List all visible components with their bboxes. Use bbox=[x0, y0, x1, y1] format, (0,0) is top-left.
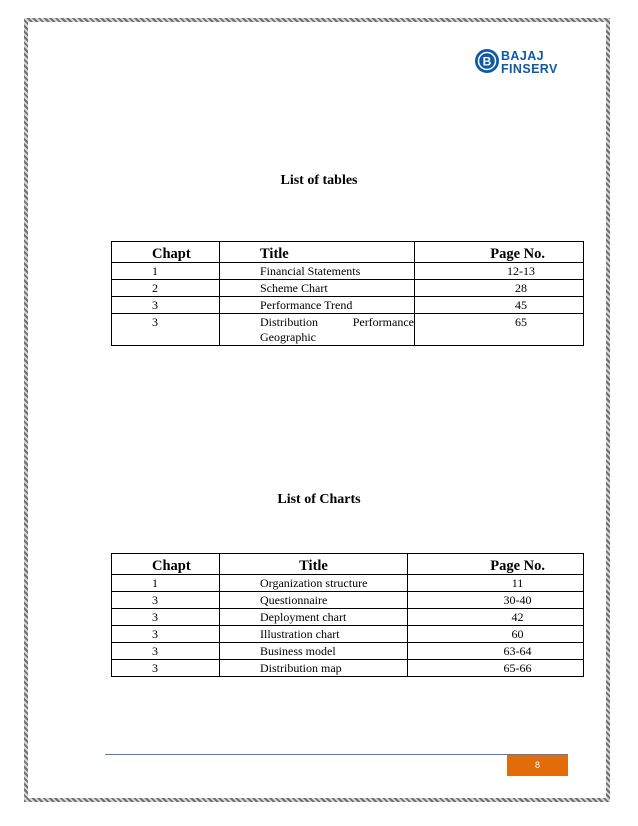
table-header-row bbox=[112, 554, 584, 575]
header-title: Title bbox=[220, 554, 408, 575]
row-chapt: 1 bbox=[112, 575, 220, 592]
row-title: Illustration chart bbox=[220, 626, 408, 643]
header-chapt: Chapt bbox=[112, 554, 220, 575]
row-chapt: 3 bbox=[112, 626, 220, 643]
row-chapt: 3 bbox=[112, 643, 220, 660]
row-title: Deployment chart bbox=[220, 609, 408, 626]
logo-line-2: FINSERV bbox=[501, 61, 558, 76]
table-row bbox=[112, 314, 584, 346]
table-row bbox=[112, 297, 584, 314]
table-row bbox=[112, 609, 584, 626]
bajaj-finserv-logo bbox=[474, 48, 566, 78]
row-page: 28 bbox=[415, 280, 584, 297]
logo-wordmark bbox=[501, 50, 558, 75]
table-row bbox=[112, 592, 584, 609]
logo-line-1: BAJAJ bbox=[501, 49, 544, 63]
row-chapt: 3 bbox=[112, 609, 220, 626]
row-title: Questionnaire bbox=[220, 592, 408, 609]
row-page: 11 bbox=[408, 575, 584, 592]
row-page: 42 bbox=[408, 609, 584, 626]
list-of-charts bbox=[111, 553, 584, 677]
row-page: 45 bbox=[415, 297, 584, 314]
row-title-line-1: Distribution Performance bbox=[260, 315, 414, 329]
table-row bbox=[112, 626, 584, 643]
row-title: Financial Statements bbox=[220, 263, 415, 280]
row-chapt: 3 bbox=[112, 297, 220, 314]
row-title-line-2: Geographic bbox=[260, 330, 316, 344]
header-page-no: Page No. bbox=[408, 554, 584, 575]
row-title: Organization structure bbox=[220, 575, 408, 592]
table-row bbox=[112, 263, 584, 280]
header-page-no: Page No. bbox=[415, 242, 584, 263]
table-row bbox=[112, 660, 584, 677]
list-of-tables bbox=[111, 241, 584, 346]
table-header-row bbox=[112, 242, 584, 263]
row-title: Performance Trend bbox=[220, 297, 415, 314]
table-row bbox=[112, 280, 584, 297]
row-chapt: 1 bbox=[112, 263, 220, 280]
logo-emblem-icon bbox=[474, 48, 500, 74]
row-title: Business model bbox=[220, 643, 408, 660]
row-page: 63-64 bbox=[408, 643, 584, 660]
header-title: Title bbox=[220, 242, 415, 263]
table-row bbox=[112, 575, 584, 592]
footer-divider bbox=[105, 754, 568, 755]
svg-text:B: B bbox=[482, 54, 492, 69]
list-of-charts-heading: List of Charts bbox=[277, 492, 361, 507]
row-page: 60 bbox=[408, 626, 584, 643]
page-border bbox=[24, 18, 610, 802]
row-page: 30-40 bbox=[408, 592, 584, 609]
row-page: 65-66 bbox=[408, 660, 584, 677]
row-page: 65 bbox=[415, 314, 584, 346]
row-title: Scheme Chart bbox=[220, 280, 415, 297]
row-chapt: 3 bbox=[112, 660, 220, 677]
list-of-tables-heading: List of tables bbox=[280, 173, 358, 188]
header-chapt: Chapt bbox=[112, 242, 220, 263]
row-title bbox=[220, 314, 415, 346]
table-row bbox=[112, 643, 584, 660]
row-page: 12-13 bbox=[415, 263, 584, 280]
row-chapt: 2 bbox=[112, 280, 220, 297]
row-title: Distribution map bbox=[220, 660, 408, 677]
row-chapt: 3 bbox=[112, 592, 220, 609]
page-number-badge: 8 bbox=[507, 755, 568, 776]
row-chapt: 3 bbox=[112, 314, 220, 346]
